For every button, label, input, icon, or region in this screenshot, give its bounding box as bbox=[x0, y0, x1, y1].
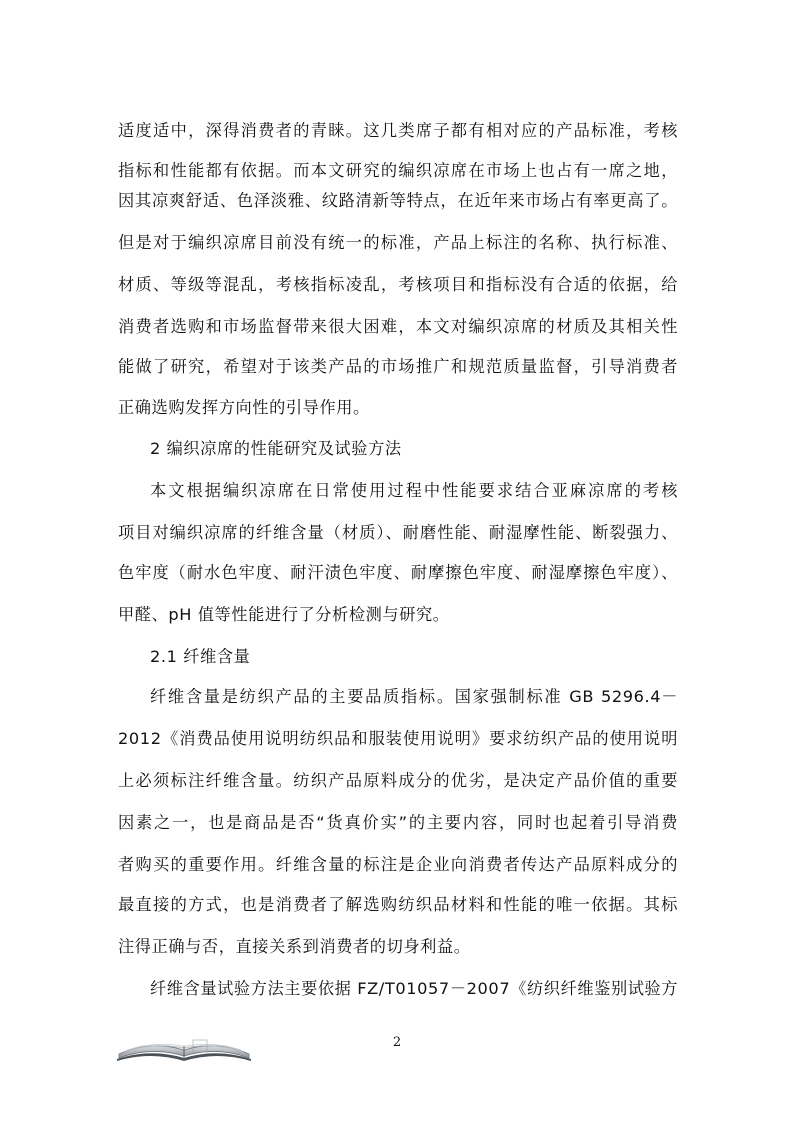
text-line: 但是对于编织凉席目前没有统一的标准，产品上标注的名称、执行标准、 bbox=[118, 233, 678, 252]
subsection-heading: 2.1 纤维含量 bbox=[150, 647, 251, 666]
text-line: 指标和性能都有依据。而本文研究的编织凉席在市场上也占有一席之地， bbox=[118, 161, 678, 180]
text-line: 材质、等级等混乱，考核指标凌乱，考核项目和指标没有合适的依据，给 bbox=[118, 275, 678, 294]
text-line: 纤维含量试验方法主要依据 FZ/T01057－2007《纺织纤维鉴别试验方 bbox=[150, 979, 679, 998]
text-line: 项目对编织凉席的纤维含量（材质）、耐磨性能、耐湿摩性能、断裂强力、 bbox=[118, 523, 678, 542]
text-line: 纤维含量是纺织产品的主要品质指标。国家强制标准 GB 5296.4－ bbox=[150, 687, 678, 706]
text-line: 因素之一，也是商品是否“货真价实”的主要内容，同时也起着引导消费 bbox=[118, 813, 678, 832]
text-line: 2012《消费品使用说明纺织品和服装使用说明》要求纺织产品的使用说明 bbox=[118, 729, 678, 748]
text-line: 本文根据编织凉席在日常使用过程中性能要求结合亚麻凉席的考核 bbox=[150, 481, 678, 500]
text-line: 最直接的方式，也是消费者了解选购纺织品材料和性能的唯一依据。其标 bbox=[118, 895, 678, 914]
section-heading: 2 编织凉席的性能研究及试验方法 bbox=[150, 439, 402, 458]
text-line: 注得正确与否，直接关系到消费者的切身利益。 bbox=[118, 937, 471, 956]
open-book-icon bbox=[115, 1036, 253, 1062]
text-line: 适度适中，深得消费者的青睐。这几类席子都有相对应的产品标准，考核 bbox=[118, 121, 678, 140]
text-line: 色牢度（耐水色牢度、耐汗渍色牢度、耐摩擦色牢度、耐湿摩擦色牢度）、 bbox=[118, 563, 678, 582]
text-line: 上必须标注纤维含量。纺织产品原料成分的优劣，是决定产品价值的重要 bbox=[118, 771, 678, 790]
text-line: 能做了研究，希望对于该类产品的市场推广和规范质量监督，引导消费者 bbox=[118, 357, 678, 376]
text-line: 者购买的重要作用。纤维含量的标注是企业向消费者传达产品原料成分的 bbox=[118, 855, 678, 874]
page-number: 2 bbox=[392, 1035, 402, 1050]
text-line: 因其凉爽舒适、色泽淡雅、纹路清新等特点，在近年来市场占有率更高了。 bbox=[118, 191, 678, 210]
text-line: 正确选购发挥方向性的引导作用。 bbox=[118, 398, 370, 417]
text-line: 消费者选购和市场监督带来很大困难，本文对编织凉席的材质及其相关性 bbox=[118, 317, 678, 336]
text-line: 甲醛、pH 值等性能进行了分析检测与研究。 bbox=[118, 605, 450, 624]
